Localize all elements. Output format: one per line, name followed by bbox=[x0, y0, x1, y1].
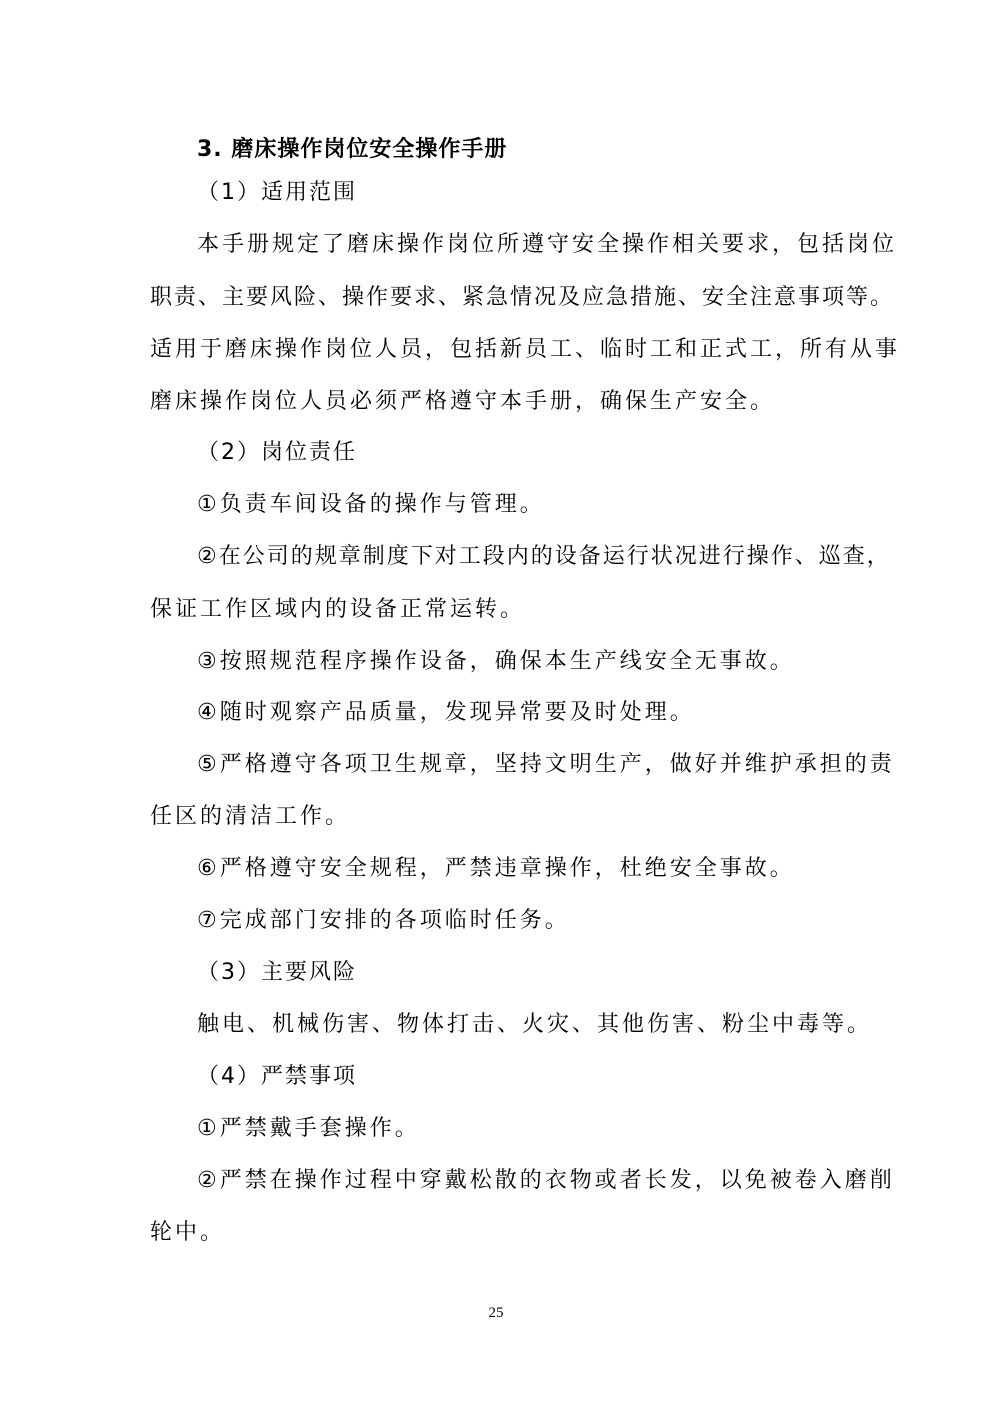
list-item-continuation: 任区的清洁工作。 bbox=[150, 804, 351, 829]
list-item: ②在公司的规章制度下对工段内的设备运行状况进行操作、巡查， bbox=[197, 544, 891, 569]
list-item: ②严禁在操作过程中穿戴松散的衣物或者长发，以免被卷入磨削 bbox=[197, 1168, 895, 1193]
list-item: ⑦完成部门安排的各项临时任务。 bbox=[197, 908, 570, 933]
paragraph-line: 磨床操作岗位人员必须严格遵守本手册，确保生产安全。 bbox=[150, 389, 776, 414]
subsection-prohibitions: （4）严禁事项 bbox=[197, 1064, 357, 1089]
page-number: 25 bbox=[488, 1305, 504, 1321]
list-item: ⑥严格遵守安全规程，严禁违章操作，杜绝安全事故。 bbox=[197, 856, 795, 881]
list-item: ④随时观察产品质量，发现异常要及时处理。 bbox=[197, 700, 695, 725]
list-item: ①负责车间设备的操作与管理。 bbox=[197, 492, 545, 517]
paragraph-line: 触电、机械伤害、物体打击、火灾、其他伤害、粉尘中毒等。 bbox=[197, 1012, 873, 1037]
subsection-scope: （1）适用范围 bbox=[197, 180, 357, 205]
list-item-continuation: 保证工作区域内的设备正常运转。 bbox=[150, 597, 526, 622]
list-item: ⑤严格遵守各项卫生规章，坚持文明生产，做好并维护承担的责 bbox=[197, 752, 895, 777]
subsection-risks: （3）主要风险 bbox=[197, 960, 357, 985]
subsection-duties: （2）岗位责任 bbox=[197, 440, 357, 465]
section-heading: 3. 磨床操作岗位安全操作手册 bbox=[197, 137, 508, 162]
paragraph-line: 适用于磨床操作岗位人员，包括新员工、临时工和正式工，所有从事 bbox=[150, 337, 901, 362]
paragraph-line: 本手册规定了磨床操作岗位所遵守安全操作相关要求，包括岗位 bbox=[197, 232, 898, 257]
list-item: ①严禁戴手套操作。 bbox=[197, 1116, 420, 1141]
paragraph-line: 职责、主要风险、操作要求、紧急情况及应急措施、安全注意事项等。 bbox=[150, 285, 895, 310]
list-item: ③按照规范程序操作设备，确保本生产线安全无事故。 bbox=[197, 649, 795, 674]
list-item-continuation: 轮中。 bbox=[150, 1220, 226, 1245]
